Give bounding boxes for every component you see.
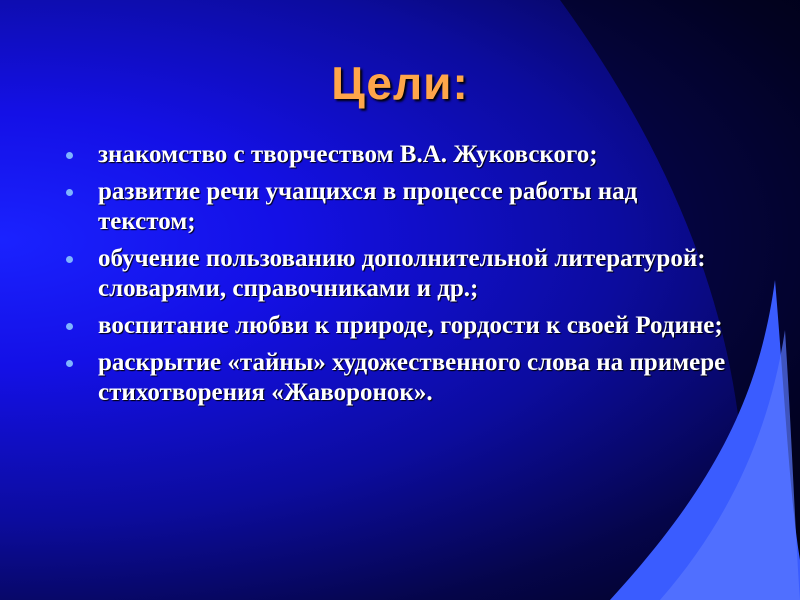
list-item	[60, 348, 740, 408]
list-item	[60, 140, 740, 170]
bullet-dot-icon	[66, 323, 73, 330]
list-item	[60, 244, 740, 304]
list-item-text: воспитание любви к природе, гордости к своей Родине;	[98, 312, 723, 339]
list-item	[60, 311, 740, 341]
bullet-dot-icon	[66, 360, 73, 367]
list-item-text: обучение пользованию дополнительной литературой: словарями, справочниками и др.;	[98, 245, 706, 302]
slide-title: Цели:	[331, 57, 469, 109]
goals-list	[60, 140, 740, 415]
list-item-text: знакомство с творчеством В.А. Жуковского;	[98, 141, 598, 168]
bullet-dot-icon	[66, 189, 73, 196]
list-item-text: раскрытие «тайны» художественного слова на примере стихотворения «Жаворонок».	[98, 349, 726, 406]
bullet-dot-icon	[66, 152, 73, 159]
list-item-text: развитие речи учащихся в процессе работы над текстом;	[98, 178, 638, 235]
list-item	[60, 177, 740, 237]
bullet-dot-icon	[66, 256, 73, 263]
